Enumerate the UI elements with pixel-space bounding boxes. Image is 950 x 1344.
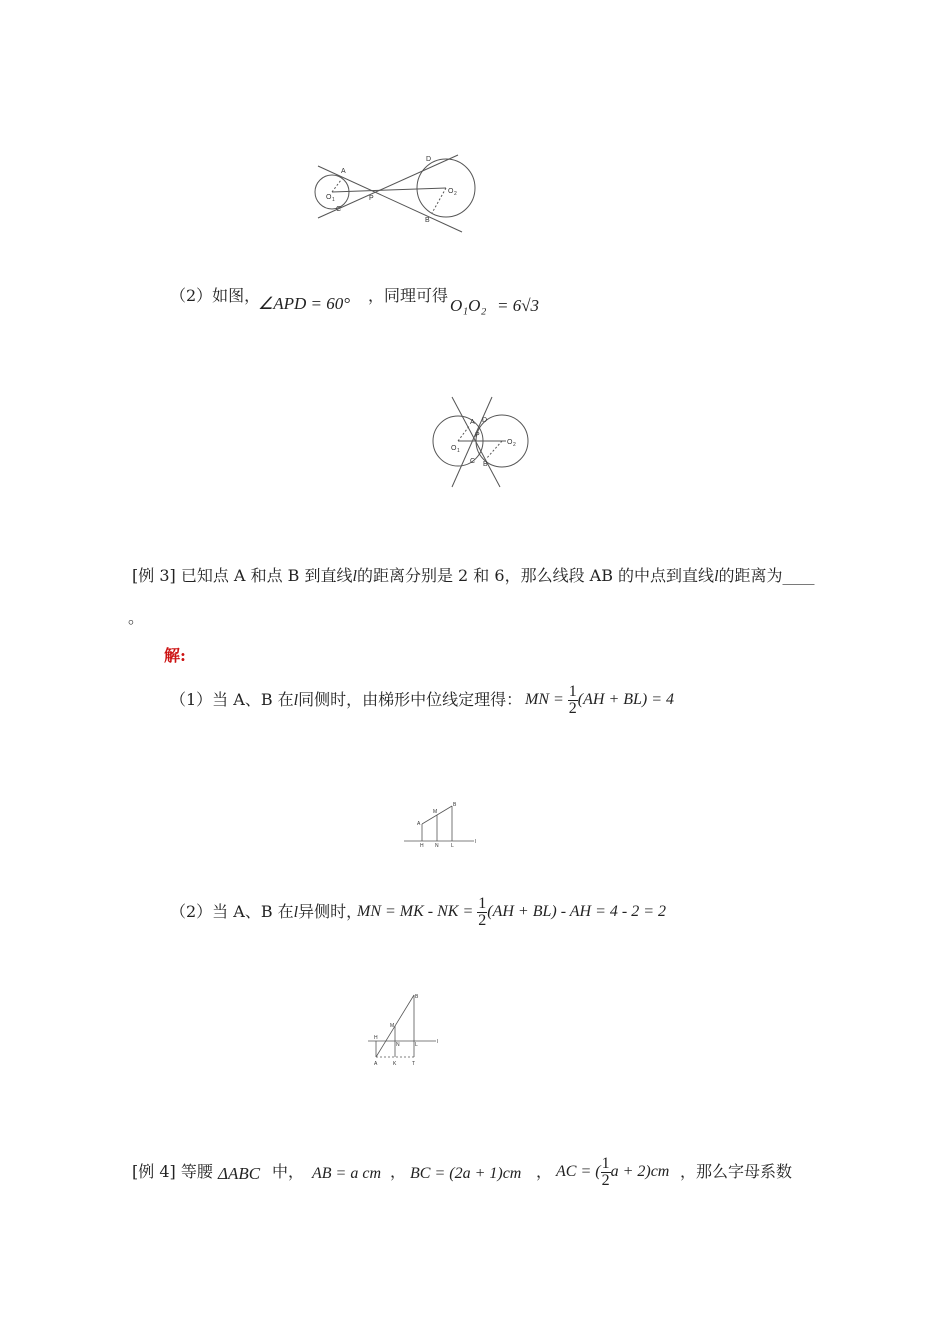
label-d: D xyxy=(426,156,432,163)
case2-prefix: （2）当 A、B 在 xyxy=(170,902,294,921)
ac-fraction xyxy=(601,1156,611,1189)
frac-denominator: 2 xyxy=(601,1172,610,1189)
case2-line xyxy=(170,902,362,923)
radius-o1a xyxy=(332,180,341,192)
tangent-line-2 xyxy=(452,397,500,487)
label-o2: O xyxy=(448,188,454,195)
label-o1: O xyxy=(326,194,332,201)
label-a: A xyxy=(417,821,421,827)
part2-middle-text: ，同理可得 xyxy=(368,286,449,305)
label-h: H xyxy=(374,1035,378,1041)
label-b: B xyxy=(415,994,419,1000)
figure-same-side xyxy=(400,800,482,850)
label-c: C xyxy=(470,458,476,465)
label-m: M xyxy=(390,1023,395,1029)
case2-fraction xyxy=(477,896,487,929)
example4-prefix: [例 4] 等腰 xyxy=(132,1162,213,1181)
label-a: A xyxy=(341,168,346,175)
case1-prefix: （1）当 A、B 在 xyxy=(170,690,294,709)
example4-in: 中， xyxy=(272,1162,305,1181)
tangent-line-1 xyxy=(452,397,492,487)
label-o2-sub: 2 xyxy=(454,191,457,197)
ac-pre: AC = ( xyxy=(556,1163,601,1181)
label-o2-sub: 2 xyxy=(513,442,516,448)
angle-expression: ∠APD = 60° xyxy=(258,294,351,313)
figure-circles-tangents-1 xyxy=(310,150,480,235)
line-l-symbol: l xyxy=(714,568,719,585)
example3-text-1: [例 3] 已知点 A 和点 B 到直线 xyxy=(132,566,353,585)
line-l-symbol: l xyxy=(293,904,299,921)
frac-denominator: 2 xyxy=(478,912,487,929)
label-n: N xyxy=(435,843,439,849)
label-o1-sub: 1 xyxy=(457,448,460,454)
case1-formula xyxy=(525,684,674,717)
label-o1-sub: 1 xyxy=(332,197,335,203)
ac-expression xyxy=(556,1156,669,1189)
label-p: P xyxy=(369,195,374,202)
separator-2: ， xyxy=(536,1162,553,1181)
line-l-symbol: l xyxy=(293,692,299,709)
label-a: A xyxy=(470,419,475,426)
label-p: P xyxy=(475,432,480,439)
case1-line xyxy=(170,690,522,711)
frac-numerator: 1 xyxy=(478,895,487,912)
ac-post: a + 2)cm xyxy=(610,1163,670,1181)
label-o1: O xyxy=(451,445,457,452)
case1-rhs: (AH + BL) = 4 xyxy=(577,691,675,709)
part2-circles-line xyxy=(170,286,260,306)
bc-expression: BC = (2a + 1)cm xyxy=(410,1165,522,1182)
label-b: B xyxy=(483,461,488,468)
label-c: C xyxy=(336,206,342,213)
frac-numerator: 1 xyxy=(601,1155,610,1172)
frac-denominator: 2 xyxy=(568,700,577,717)
label-b: B xyxy=(453,802,457,808)
label-line-l: l xyxy=(437,1039,439,1045)
radius-o1a xyxy=(458,425,470,441)
result-lhs: O₁O₂ xyxy=(450,296,487,315)
solution-label: 解: xyxy=(164,646,186,665)
example4-tail: ，那么字母系数 xyxy=(680,1162,793,1181)
ab-expression: AB = a cm xyxy=(312,1165,381,1182)
label-h: H xyxy=(420,843,424,849)
label-l: L xyxy=(415,1042,418,1048)
case2-formula xyxy=(357,896,666,929)
example3-tail: 。 xyxy=(128,608,145,627)
label-k: K xyxy=(393,1061,397,1067)
case1-mid: 同侧时，由梯形中位线定理得： xyxy=(298,690,523,709)
case1-lhs: MN = xyxy=(525,691,564,709)
label-a: A xyxy=(374,1061,378,1067)
frac-numerator: 1 xyxy=(568,683,577,700)
figure-circles-tangents-2 xyxy=(430,395,535,490)
triangle-abc: ΔABC xyxy=(218,1164,261,1183)
label-o2: O xyxy=(507,439,513,446)
result-rhs: = 6√3 xyxy=(497,296,540,315)
example3-text-3: 的距离为____ xyxy=(718,566,815,585)
case2-mid: 异侧时， xyxy=(298,902,363,921)
example3-text-2: 的距离分别是 2 和 6，那么线段 AB 的中点到直线 xyxy=(356,566,715,585)
case2-rhs: (AH + BL) - AH = 4 - 2 = 2 xyxy=(487,903,667,921)
example3-statement xyxy=(132,566,815,587)
figure-opposite-sides xyxy=(364,990,444,1070)
label-d: D xyxy=(482,417,488,424)
label-l: L xyxy=(451,843,454,849)
case1-fraction xyxy=(568,684,578,717)
label-b: B xyxy=(425,217,430,224)
separator-1: ， xyxy=(390,1162,407,1181)
line-l-symbol: l xyxy=(352,568,357,585)
case2-lhs: MN = MK - NK = xyxy=(357,903,474,921)
label-m: M xyxy=(433,809,438,815)
radius-o2b xyxy=(486,441,502,459)
part2-prefix: （2）如图， xyxy=(170,286,261,305)
label-n: N xyxy=(396,1042,400,1048)
label-line-l: l xyxy=(475,839,477,845)
label-t: T xyxy=(412,1061,416,1067)
radius-o2b xyxy=(432,188,446,213)
